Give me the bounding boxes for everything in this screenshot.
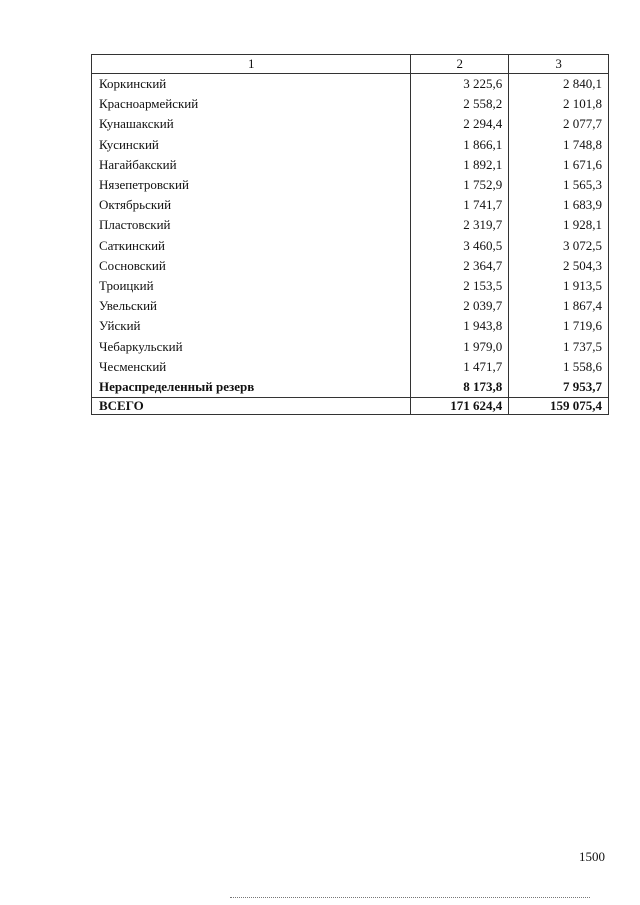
column-header-2: 2 <box>411 55 509 74</box>
row-value-col3: 1 737,5 <box>509 336 609 356</box>
row-value-col2: 1 471,7 <box>411 357 509 377</box>
table-row <box>92 316 609 336</box>
table-body <box>92 74 609 415</box>
table-row <box>92 357 609 377</box>
row-value-col3: 2 504,3 <box>509 256 609 276</box>
table-row <box>92 256 609 276</box>
table-row <box>92 276 609 296</box>
row-value-col3: 1 719,6 <box>509 316 609 336</box>
row-value-col2: 1 943,8 <box>411 316 509 336</box>
row-value-col3: 2 840,1 <box>509 74 609 95</box>
reserve-value-col3: 7 953,7 <box>509 377 609 398</box>
row-value-col3: 1 558,6 <box>509 357 609 377</box>
reserve-name: Нераспределенный резерв <box>92 377 411 398</box>
row-value-col2: 3 460,5 <box>411 236 509 256</box>
table-row <box>92 215 609 235</box>
total-label: ВСЕГО <box>92 398 411 415</box>
row-name: Нязепетровский <box>92 175 411 195</box>
row-name: Чесменский <box>92 357 411 377</box>
row-value-col3: 1 867,4 <box>509 296 609 316</box>
row-name: Саткинский <box>92 236 411 256</box>
row-name: Сосновский <box>92 256 411 276</box>
row-value-col3: 1 928,1 <box>509 215 609 235</box>
row-value-col2: 2 364,7 <box>411 256 509 276</box>
row-value-col2: 2 039,7 <box>411 296 509 316</box>
table-row <box>92 135 609 155</box>
row-value-col2: 1 741,7 <box>411 195 509 215</box>
row-value-col3: 1 748,8 <box>509 135 609 155</box>
table-row <box>92 336 609 356</box>
row-name: Увельский <box>92 296 411 316</box>
table-row <box>92 114 609 134</box>
table-row <box>92 296 609 316</box>
row-value-col2: 3 225,6 <box>411 74 509 95</box>
row-value-col2: 1 892,1 <box>411 155 509 175</box>
row-value-col2: 1 752,9 <box>411 175 509 195</box>
row-name: Красноармейский <box>92 94 411 114</box>
row-value-col3: 1 913,5 <box>509 276 609 296</box>
table-row <box>92 175 609 195</box>
row-name: Уйский <box>92 316 411 336</box>
table-row <box>92 155 609 175</box>
row-value-col3: 1 683,9 <box>509 195 609 215</box>
row-value-col3: 2 077,7 <box>509 114 609 134</box>
header-row <box>92 55 609 74</box>
row-name: Троицкий <box>92 276 411 296</box>
page-number: 1500 <box>579 849 605 864</box>
row-value-col2: 1 866,1 <box>411 135 509 155</box>
row-value-col3: 3 072,5 <box>509 236 609 256</box>
row-value-col3: 1 671,6 <box>509 155 609 175</box>
row-name: Кусинский <box>92 135 411 155</box>
bottom-divider <box>230 897 590 898</box>
table-row <box>92 94 609 114</box>
data-table <box>91 54 609 415</box>
table-row <box>92 236 609 256</box>
row-name: Чебаркульский <box>92 336 411 356</box>
row-value-col3: 1 565,3 <box>509 175 609 195</box>
column-header-3: 3 <box>509 55 609 74</box>
table-row <box>92 195 609 215</box>
row-value-col3: 2 101,8 <box>509 94 609 114</box>
row-name: Кунашакский <box>92 114 411 134</box>
table-row <box>92 74 609 95</box>
total-value-col2: 171 624,4 <box>411 398 509 415</box>
row-value-col2: 2 558,2 <box>411 94 509 114</box>
table-header <box>92 55 609 74</box>
total-value-col3: 159 075,4 <box>509 398 609 415</box>
row-value-col2: 2 153,5 <box>411 276 509 296</box>
total-row <box>92 398 609 415</box>
row-value-col2: 2 319,7 <box>411 215 509 235</box>
row-value-col2: 2 294,4 <box>411 114 509 134</box>
row-name: Пластовский <box>92 215 411 235</box>
row-value-col2: 1 979,0 <box>411 336 509 356</box>
row-name: Октябрьский <box>92 195 411 215</box>
reserve-value-col2: 8 173,8 <box>411 377 509 398</box>
row-name: Коркинский <box>92 74 411 95</box>
column-header-1: 1 <box>92 55 411 74</box>
reserve-row <box>92 377 609 398</box>
row-name: Нагайбакский <box>92 155 411 175</box>
